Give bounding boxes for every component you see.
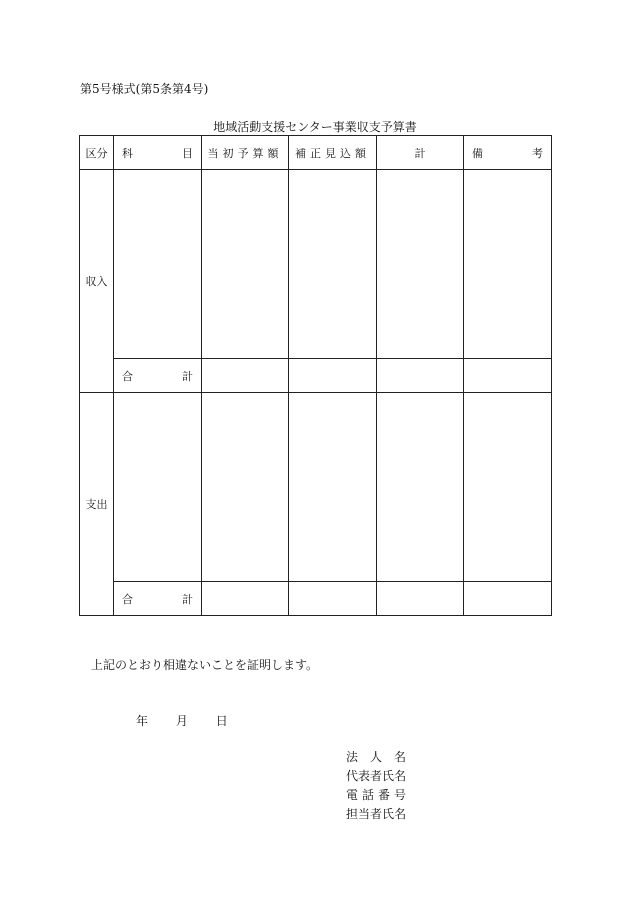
signer-char: 氏 [382,769,395,783]
date-month: 月 [175,714,188,728]
income-subtotal-revised-cell [289,359,377,393]
date-line [136,712,252,729]
budget-table [79,135,552,616]
document-title: 地域活動支援センター事業収支予算書 [213,120,417,134]
expense-revised-estimate-cell [289,393,377,582]
signer-char: 号 [393,788,406,802]
expense-item-cell [114,393,202,582]
header-total: 計 [377,136,464,170]
income-subtotal-part-2: 計 [182,369,193,383]
signer-char: 人 [369,750,382,764]
signer-representative-name [346,767,406,786]
header-category: 区分 [80,136,114,170]
signer-char: 名 [394,769,407,783]
date-day: 日 [215,714,228,728]
signer-char: 法 [346,750,359,764]
signer-char: 担 [346,807,359,821]
header-remarks-part-2: 考 [532,146,543,160]
expense-initial-budget-cell [202,393,289,582]
income-total-cell [377,170,464,359]
header-item-part-2: 目 [182,146,193,160]
signer-char: 表 [358,769,371,783]
income-initial-budget-cell [202,170,289,359]
income-body-row [80,170,552,359]
expense-subtotal-revised-cell [289,582,377,616]
signer-char: 者 [370,807,383,821]
signer-corporation-name [346,748,406,767]
header-remarks [464,136,552,170]
income-subtotal-row [80,359,552,393]
certification-statement: 上記のとおり相違ないことを証明します。 [91,658,319,672]
date-year: 年 [136,714,149,728]
signer-char: 番 [377,788,390,802]
expense-subtotal-part-2: 計 [182,592,193,606]
expense-subtotal-total-cell [377,582,464,616]
income-subtotal-part-1: 合 [122,369,133,383]
signer-char: 名 [394,807,407,821]
income-subtotal-initial-cell [202,359,289,393]
signer-phone-number [346,786,406,805]
signer-contact-person-name [346,805,406,824]
header-item [114,136,202,170]
header-remarks-part-1: 備 [472,146,483,160]
expense-body-row [80,393,552,582]
income-label: 収入 [80,170,114,393]
signer-char: 名 [393,750,406,764]
expense-label: 支出 [80,393,114,616]
income-subtotal-label [114,359,202,393]
expense-subtotal-label [114,582,202,616]
signer-char: 者 [370,769,383,783]
income-remarks-cell [464,170,552,359]
signer-block [346,748,406,824]
signer-char: 電 [346,788,359,802]
expense-subtotal-row [80,582,552,616]
income-subtotal-remarks-cell [464,359,552,393]
expense-subtotal-part-1: 合 [122,592,133,606]
header-item-part-1: 科 [122,146,133,160]
expense-subtotal-initial-cell [202,582,289,616]
header-row [80,136,552,170]
expense-remarks-cell [464,393,552,582]
signer-char: 話 [361,788,374,802]
signer-char: 代 [346,769,359,783]
income-revised-estimate-cell [289,170,377,359]
income-item-cell [114,170,202,359]
signer-char: 氏 [382,807,395,821]
header-initial-budget: 当初予算額 [202,136,289,170]
header-revised-estimate: 補正見込額 [289,136,377,170]
expense-total-cell [377,393,464,582]
form-number: 第5号様式(第5条第4号) [80,82,209,96]
signer-char: 当 [358,807,371,821]
expense-subtotal-remarks-cell [464,582,552,616]
income-subtotal-total-cell [377,359,464,393]
